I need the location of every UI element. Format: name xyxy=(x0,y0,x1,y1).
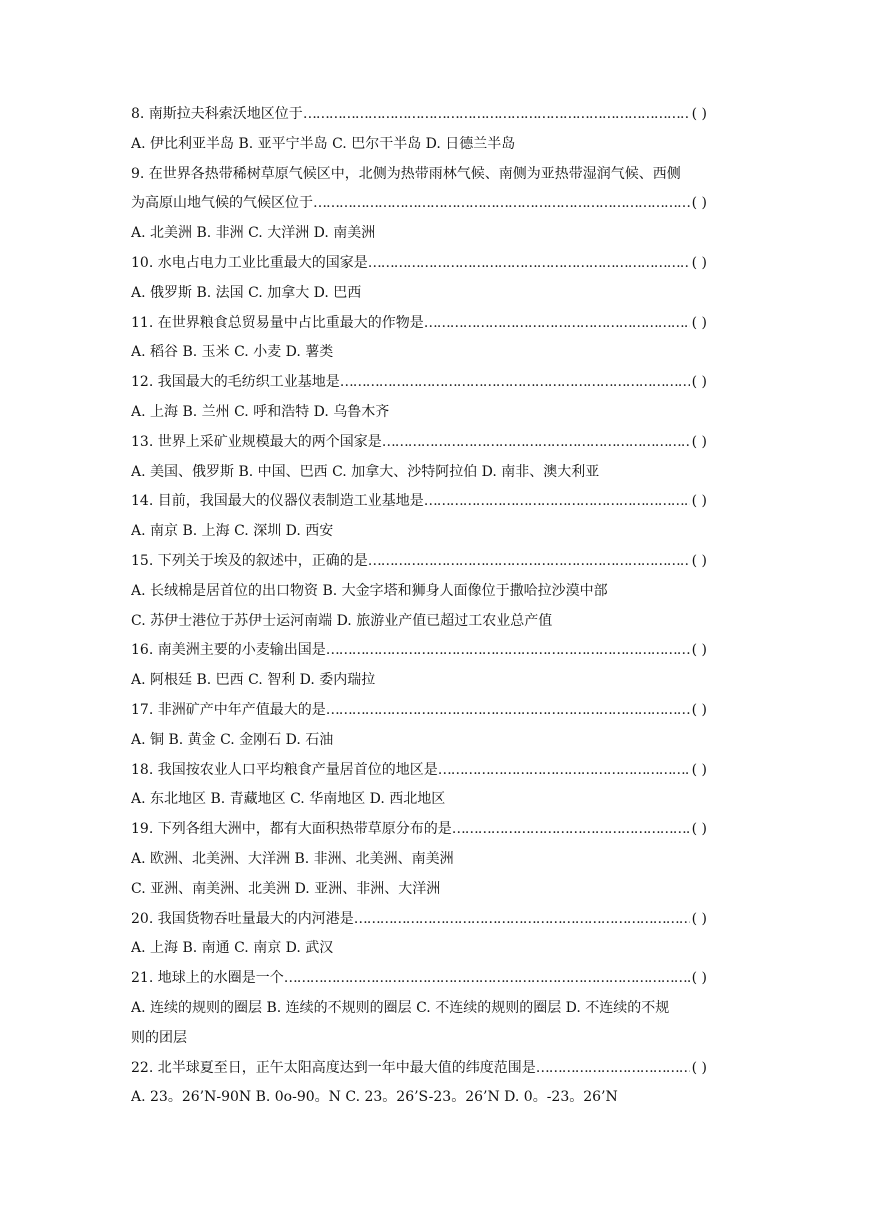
question-12 xyxy=(131,368,741,398)
options-line: A. 东北地区 B. 青藏地区 C. 华南地区 D. 西北地区 xyxy=(131,791,446,808)
answer-blank: ( ) xyxy=(691,374,707,391)
options-line: C. 苏伊士港位于苏伊士运河南端 D. 旅游业产值已超过工农业总产值 xyxy=(131,612,553,629)
answer-blank: ( ) xyxy=(691,701,707,718)
options-line: 则的团层 xyxy=(131,1029,187,1046)
question-15 xyxy=(131,547,741,577)
options-line: C. 亚洲、南美洲、北美洲 D. 亚洲、非洲、大洋洲 xyxy=(131,880,441,897)
question-text: 20. 我国货物吞吐量最大的内河港是 xyxy=(131,910,354,927)
question-text: 11. 在世界粮食总贸易量中占比重最大的作物是 xyxy=(131,314,424,331)
question-13 xyxy=(131,428,741,458)
question-text: 14. 目前，我国最大的仪器仪表制造工业基地是 xyxy=(131,493,424,510)
question-list xyxy=(131,100,741,1113)
dot-leader xyxy=(340,368,690,398)
answer-blank: ( ) xyxy=(691,1059,707,1076)
options-line: A. 连续的规则的圈层 B. 连续的不规则的圈层 C. 不连续的规则的圈层 D. 不连续的不规 xyxy=(131,999,670,1016)
question-19 xyxy=(131,815,741,845)
question-text: 15. 下列关于埃及的叙述中，正确的是 xyxy=(131,552,368,569)
options-line: A. 欧洲、北美洲、大洋洲 B. 非洲、北美洲、南美洲 xyxy=(131,850,454,867)
options-line: A. 铜 B. 黄金 C. 金刚石 D. 石油 xyxy=(131,731,334,748)
dot-leader xyxy=(326,636,690,666)
options-line: A. 伊比利亚半岛 B. 亚平宁半岛 C. 巴尔干半岛 D. 日德兰半岛 xyxy=(131,135,516,152)
dot-leader xyxy=(368,547,690,577)
question-18 xyxy=(131,756,741,786)
answer-blank: ( ) xyxy=(691,106,707,122)
dot-leader xyxy=(313,189,690,219)
options-line: A. 阿根廷 B. 巴西 C. 智利 D. 委内瑞拉 xyxy=(131,672,376,689)
options-line: A. 长绒棉是居首位的出口物资 B. 大金字塔和狮身人面像位于撒哈拉沙漠中部 xyxy=(131,582,608,599)
dot-leader xyxy=(326,696,690,726)
dot-leader xyxy=(452,815,690,845)
dot-leader xyxy=(438,756,690,786)
question-text: 13. 世界上采矿业规模最大的两个国家是 xyxy=(131,433,382,450)
answer-blank: ( ) xyxy=(691,195,707,212)
question-17 xyxy=(131,696,741,726)
question-text: 18. 我国按农业人口平均粮食产量居首位的地区是 xyxy=(131,761,438,778)
dot-leader xyxy=(368,249,690,279)
question-20 xyxy=(131,905,741,935)
question-text: 10. 水电占电力工业比重最大的国家是 xyxy=(131,254,368,271)
answer-blank: ( ) xyxy=(691,254,707,271)
options-line: A. 稻谷 B. 玉米 C. 小麦 D. 薯类 xyxy=(131,344,334,361)
answer-blank: ( ) xyxy=(691,493,707,510)
dot-leader xyxy=(536,1054,690,1084)
answer-blank: ( ) xyxy=(691,642,707,659)
options-line: A. 北美洲 B. 非洲 C. 大洋洲 D. 南美洲 xyxy=(131,225,376,242)
answer-blank: ( ) xyxy=(691,761,707,778)
dot-leader xyxy=(424,487,690,517)
options-line: A. 上海 B. 兰州 C. 呼和浩特 D. 乌鲁木齐 xyxy=(131,403,390,420)
dot-leader xyxy=(424,309,690,339)
dot-leader xyxy=(284,964,690,994)
options-line: A. 23。26’N-90N B. 0o-90。N C. 23。26’S-23。26’N D. 0。-23。26’N xyxy=(131,1089,618,1106)
question-text: 16. 南美洲主要的小麦输出国是 xyxy=(131,642,326,659)
answer-blank: ( ) xyxy=(691,314,707,331)
answer-blank: ( ) xyxy=(691,970,707,987)
answer-blank: ( ) xyxy=(691,552,707,569)
question-text: 为高原山地气候的气候区位于 xyxy=(131,195,313,212)
question-text: 12. 我国最大的毛纺织工业基地是 xyxy=(131,374,340,391)
question-text: 22. 北半球夏至日，正午太阳高度达到一年中最大值的纬度范围是 xyxy=(131,1059,536,1076)
question-21 xyxy=(131,964,741,994)
options-line: A. 俄罗斯 B. 法国 C. 加拿大 D. 巴西 xyxy=(131,284,362,301)
options-line: A. 南京 B. 上海 C. 深圳 D. 西安 xyxy=(131,523,334,540)
question-22 xyxy=(131,1054,741,1084)
question-9 xyxy=(131,189,741,219)
question-10 xyxy=(131,249,741,279)
answer-blank: ( ) xyxy=(691,821,707,838)
question-text: 8. 南斯拉夫科索沃地区位于 xyxy=(131,106,303,122)
dot-leader xyxy=(354,905,690,935)
question-16 xyxy=(131,636,741,666)
question-8 xyxy=(131,100,741,130)
answer-blank: ( ) xyxy=(691,910,707,927)
question-14 xyxy=(131,487,741,517)
question-text: 19. 下列各组大洲中，都有大面积热带草原分布的是 xyxy=(131,821,452,838)
answer-blank: ( ) xyxy=(691,433,707,450)
question-11 xyxy=(131,309,741,339)
dot-leader xyxy=(303,100,690,130)
dot-leader xyxy=(382,428,690,458)
question-text: 17. 非洲矿产中年产值最大的是 xyxy=(131,701,326,718)
options-line: A. 美国、俄罗斯 B. 中国、巴西 C. 加拿大、沙特阿拉伯 D. 南非、澳大利亚 xyxy=(131,463,600,480)
options-line: A. 上海 B. 南通 C. 南京 D. 武汉 xyxy=(131,940,334,957)
question-9-first-line: 9. 在世界各热带稀树草原气候区中，北侧为热带雨林气候、南侧为亚热带湿润气候、西侧 xyxy=(131,165,681,182)
question-text: 21. 地球上的水圈是一个 xyxy=(131,970,284,987)
